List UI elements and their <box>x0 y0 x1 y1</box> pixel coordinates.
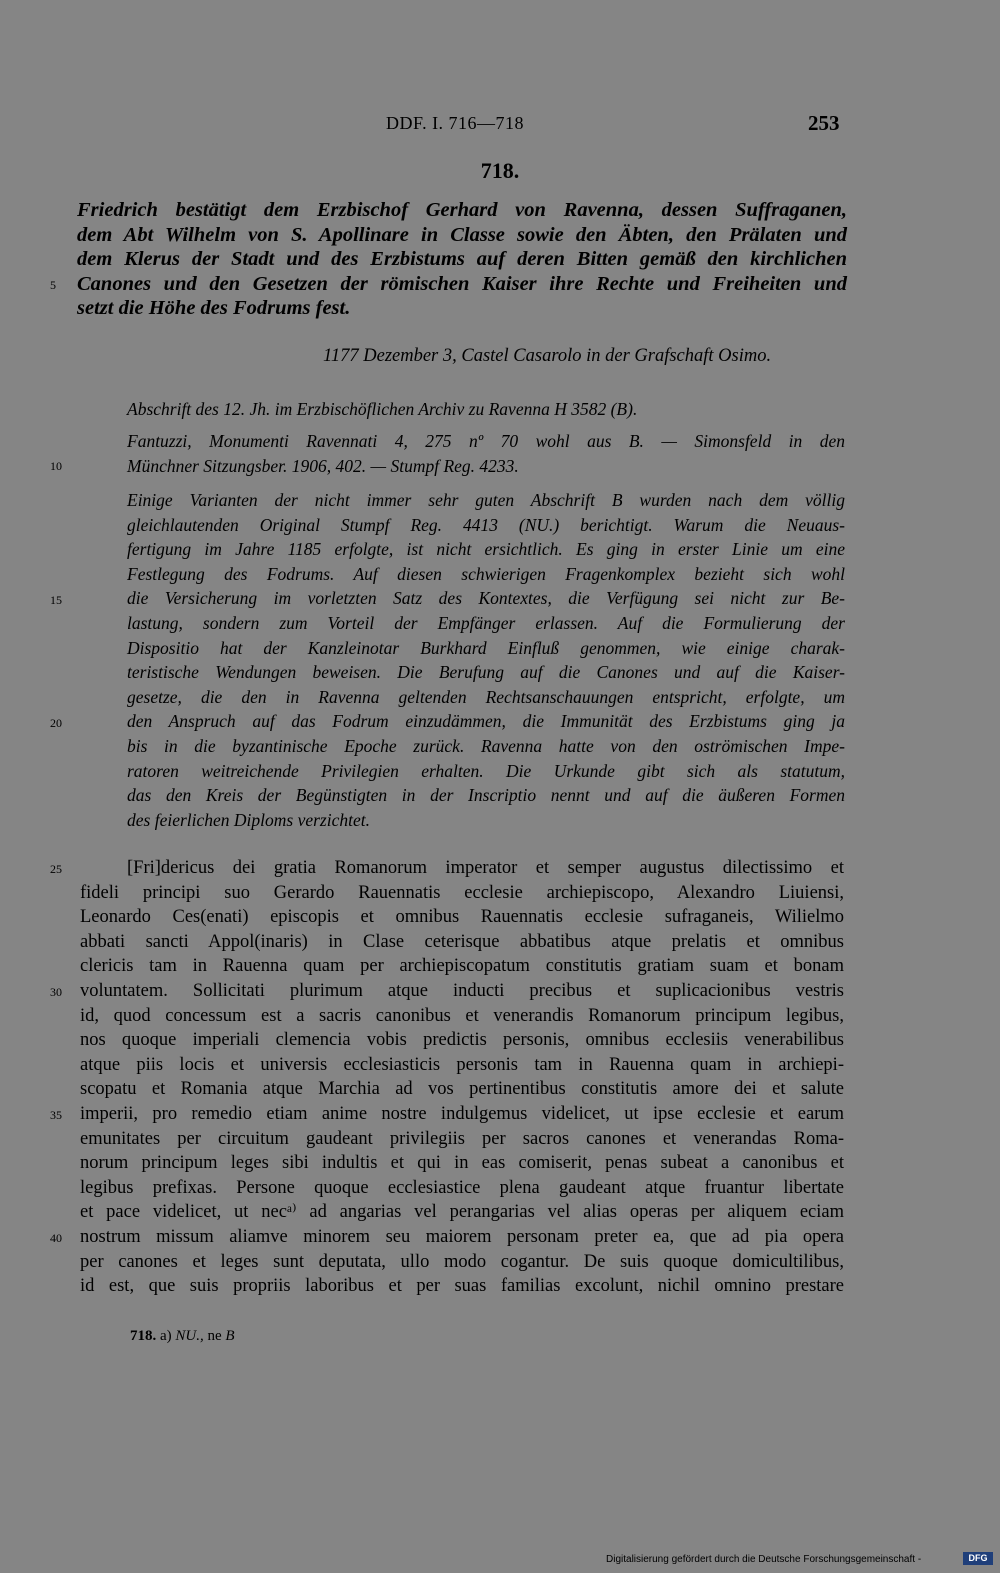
note-line: Einige Varianten der nicht immer sehr guten Abschrift B wurden nach dem völlig <box>127 490 845 510</box>
line-number: 40 <box>50 1231 62 1245</box>
commentary-note <box>127 488 845 832</box>
charter-text <box>80 856 844 1299</box>
regest-line: dem Abt Wilhelm von S. Apollinare in Classe sowie den Äbten, den Prälaten und <box>77 223 847 246</box>
note-line: teristische Wendungen beweisen. Die Berufung auf die Canones und auf die Kaiser- <box>127 662 845 683</box>
note-line: die Versicherung im vorletzten Satz des Kontextes, die Verfügung sei nicht zur Be- <box>127 588 845 609</box>
line-number: 20 <box>50 716 62 730</box>
line-number: 5 <box>50 278 56 292</box>
note-line: Fantuzzi, Monumenti Ravennati 4, 275 nº 70 wohl aus B. — Simonsfeld in den <box>127 431 845 451</box>
charter-line: scopatu et Romania atque Marchia ad vos pertinentibus constitutis amore dei et salute <box>80 1079 844 1100</box>
note-line: bis in die byzantinische Epoche zurück. Ravenna hatte von den oströmischen Impe- <box>127 735 845 756</box>
regest-line: Canones und den Gesetzen der römischen Kaiser ihre Rechte und Freiheiten und <box>77 272 847 295</box>
place-date: 1177 Dezember 3, Castel Casarolo in der Grafschaft Osimo. <box>323 346 772 366</box>
note-line: fertigung im Jahre 1185 erfolgte, ist nicht ersichtlich. Es ging in erster Linie um eine <box>127 539 845 560</box>
edition-note <box>127 429 845 478</box>
note-line: Münchner Sitzungsber. 1906, 402. — Stumpf Reg. 4233. <box>127 455 519 476</box>
footnote-text: NU., <box>175 1328 204 1344</box>
charter-line: norum principum leges sibi indultis et qui in eas comiserit, penas subeat a canonibus et <box>80 1153 844 1174</box>
line-number: 25 <box>50 862 62 876</box>
note-line: gleichlautenden Original Stumpf Reg. 4413 (NU.) berichtigt. Warum die Neuaus- <box>127 514 845 535</box>
line-number: 10 <box>50 459 62 473</box>
dfg-logo: DFG <box>963 1552 993 1565</box>
digitization-credit: Digitalisierung gefördert durch die Deutsche Forschungsgemeinschaft - <box>606 1554 922 1565</box>
footnote-marker: a) <box>160 1328 172 1344</box>
charter-line: imperii, pro remedio etiam anime nostre indulgemus videlicet, ut ipse ecclesie et earum <box>80 1103 844 1124</box>
regest-line: setzt die Höhe des Fodrums fest. <box>77 297 351 319</box>
charter-line: per canones et leges sunt deputata, ullo modo cogantur. De suis quoque domicultilibus, <box>80 1251 844 1272</box>
footnote <box>130 1328 235 1345</box>
note-line: Festlegung des Fodrums. Auf diesen schwierigen Fragenkomplex bezieht sich wohl <box>127 563 845 584</box>
charter-line: emunitates per circuitum gaudeant privilegiis per sacros canones et venerandas Roma- <box>80 1128 844 1149</box>
charter-line: legibus prefixas. Persone quoque ecclesiastice plena gaudeant atque fruantur libertate <box>80 1177 844 1198</box>
transmission-note <box>127 397 845 422</box>
note-line: gesetze, die den in Ravenna geltenden Rechtsanschauungen entspricht, erfolgte, um <box>127 686 845 707</box>
document-number: 718. <box>480 158 520 183</box>
charter-line: voluntatem. Sollicitati plurimum atque inducti precibus et suplicacionibus vestris <box>80 980 844 1001</box>
note-line: des feierlichen Diploms verzichtet. <box>127 809 370 830</box>
footnote-siglum: B <box>225 1328 235 1344</box>
note-line: ratoren weitreichende Privilegien erhalten. Die Urkunde gibt sich als statutum, <box>127 760 845 781</box>
note-line: Dispositio hat der Kanzleinotar Burkhard Einfluß genommen, wie einige charak- <box>127 637 845 658</box>
note-line: lastung, sondern zum Vorteil der Empfänger erlassen. Auf die Formulierung der <box>127 612 845 633</box>
charter-line: clericis tam in Rauenna quam per archiepiscopatum constitutis gratiam suam et bonam <box>80 956 844 977</box>
regest-line: Friedrich bestätigt dem Erzbischof Gerhard von Ravenna, dessen Suffraganen, <box>77 199 847 221</box>
charter-line: atque piis locis et universis ecclesiasticis personis tam in Rauenna quam in archiepi- <box>80 1054 844 1075</box>
regest <box>77 198 847 321</box>
page-number: 253 <box>808 111 840 135</box>
charter-line: abbati sancti Appol(inaris) in Clase ceterisque abbatibus atque prelatis et omnibus <box>80 931 844 952</box>
note-line: den Anspruch auf das Fodrum einzudämmen, die Immunität des Erzbistums ging ja <box>127 711 845 732</box>
footnote-text: ne <box>207 1328 222 1344</box>
charter-line: fideli principi suo Gerardo Rauennatis ecclesie archiepiscopo, Alexandro Liuiensi, <box>80 882 844 903</box>
line-number: 35 <box>50 1108 62 1122</box>
charter-line: id, quod concessum est a sacris canonibus et venerandis Romanorum principum legibus, <box>80 1005 844 1026</box>
charter-line: nostrum missum aliamve minorem seu maiorem personam preter ea, que ad pia opera <box>80 1226 844 1247</box>
footnote-number: 718. <box>130 1328 157 1344</box>
running-header: DDF. I. 716—718 <box>386 113 525 133</box>
charter-line: [Fri]dericus dei gratia Romanorum imperator et semper augustus dilectissimo et <box>127 858 844 878</box>
note-line: das den Kreis der Begünstigten in der Inscriptio nennt und auf die äußeren Formen <box>127 785 845 806</box>
line-number: 15 <box>50 593 62 607</box>
regest-line: dem Klerus der Stadt und des Erzbistums auf deren Bitten gemäß den kirchlichen <box>77 248 847 270</box>
charter-line: Leonardo Ces(enati) episcopis et omnibus Rauennatis ecclesie sufraganeis, Wilielmo <box>80 907 844 928</box>
charter-line: id est, que suis propriis laboribus et per suas familias excolunt, nichil omnino prestare <box>80 1276 844 1297</box>
charter-line: et pace videlicet, ut necᵃ⁾ ad angarias vel perangarias vel alias operas per aliquem eciam <box>80 1202 844 1223</box>
note-line: Abschrift des 12. Jh. im Erzbischöflichen Archiv zu Ravenna H 3582 (B). <box>127 399 638 419</box>
charter-line: nos quoque imperiali clemencia vobis predictis personis, omnibus ecclesiis venerabilibus <box>80 1030 844 1051</box>
line-number: 30 <box>50 985 62 999</box>
